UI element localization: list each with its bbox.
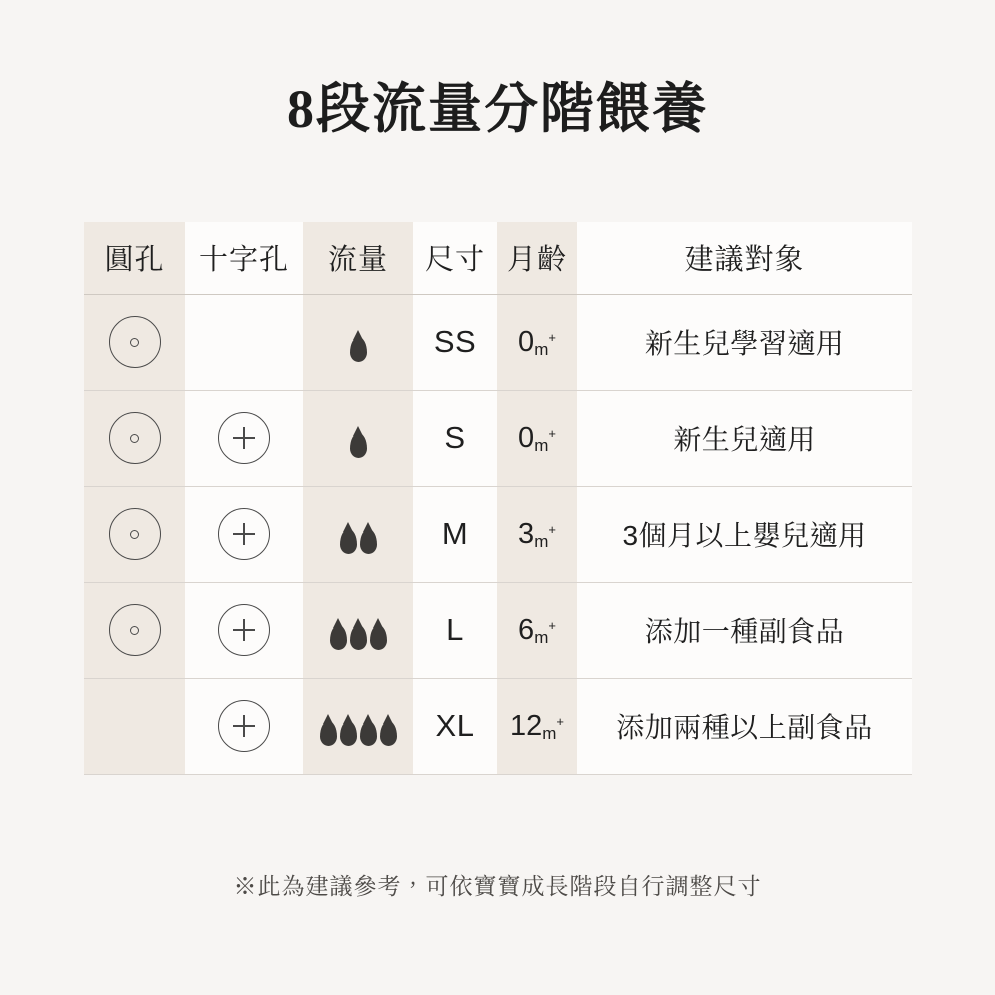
age-superscript: +	[556, 713, 565, 729]
drop-icon	[330, 625, 347, 650]
cell-flow	[303, 486, 413, 582]
header-size: 尺寸	[413, 222, 497, 294]
cell-flow	[303, 390, 413, 486]
plus-icon	[233, 523, 255, 545]
plus-icon	[233, 619, 255, 641]
header-age: 月齡	[497, 222, 577, 294]
cell-age	[497, 678, 577, 774]
cell-size	[413, 294, 497, 390]
cross-hole-icon	[218, 604, 270, 656]
plus-icon	[233, 715, 255, 737]
hole-dot-icon	[130, 338, 139, 347]
header-target: 建議對象	[577, 222, 912, 294]
cell-target: 3個月以上嬰兒適用	[577, 486, 912, 582]
cell-age	[497, 582, 577, 678]
age-superscript: +	[548, 521, 556, 537]
cell-target: 添加一種副食品	[577, 582, 912, 678]
flow-drops	[303, 514, 413, 554]
cell-cross-hole	[185, 390, 303, 486]
age-superscript: +	[548, 425, 556, 441]
size-label: L	[446, 612, 464, 647]
round-hole-icon	[109, 316, 161, 368]
hole-dot-icon	[130, 434, 139, 443]
drop-icon	[350, 625, 367, 650]
age-label: 3m+	[518, 517, 556, 551]
cell-age	[497, 294, 577, 390]
cell-flow	[303, 582, 413, 678]
drop-icon	[320, 721, 337, 746]
drop-icon	[360, 529, 377, 554]
table-row	[84, 294, 912, 390]
age-label: 6m+	[518, 613, 556, 647]
cell-target: 新生兒適用	[577, 390, 912, 486]
table-row	[84, 486, 912, 582]
page-title: 8段流量分階餵養	[287, 79, 708, 139]
cell-cross-hole	[185, 678, 303, 774]
cross-hole-icon	[218, 412, 270, 464]
drop-icon	[350, 433, 367, 458]
drop-icon	[370, 625, 387, 650]
flow-drops	[303, 418, 413, 458]
cell-flow	[303, 294, 413, 390]
cell-target: 添加兩種以上副食品	[577, 678, 912, 774]
age-label: 12m+	[509, 709, 565, 743]
round-hole-icon	[109, 508, 161, 560]
footnote: ※此為建議參考，可依寶寶成長階段自行調整尺寸	[233, 873, 762, 899]
hole-dot-icon	[130, 626, 139, 635]
hole-dot-icon	[130, 530, 139, 539]
cell-cross-hole	[185, 486, 303, 582]
cross-hole-icon	[218, 700, 270, 752]
cell-round-hole	[84, 678, 185, 774]
cell-size	[413, 678, 497, 774]
age-label: 0m+	[518, 325, 556, 359]
cross-hole-icon	[218, 508, 270, 560]
drop-icon	[340, 529, 357, 554]
size-label: S	[444, 420, 466, 455]
drop-icon	[360, 721, 377, 746]
cell-size	[413, 486, 497, 582]
round-hole-icon	[109, 412, 161, 464]
flow-table	[84, 222, 912, 775]
flow-table-container	[84, 222, 912, 775]
flow-drops	[303, 610, 413, 650]
cell-size	[413, 390, 497, 486]
cell-cross-hole	[185, 294, 303, 390]
age-unit: m+	[534, 521, 556, 551]
table-header-row	[84, 222, 912, 294]
table-body	[84, 294, 912, 774]
size-label: SS	[433, 324, 477, 359]
round-hole-icon	[109, 604, 161, 656]
size-label: XL	[435, 708, 475, 743]
cell-target: 新生兒學習適用	[577, 294, 912, 390]
cell-cross-hole	[185, 582, 303, 678]
header-round-hole: 圓孔	[84, 222, 185, 294]
cell-size	[413, 582, 497, 678]
age-superscript: +	[548, 329, 556, 345]
age-unit: m+	[534, 617, 556, 647]
table-row	[84, 390, 912, 486]
table-row	[84, 678, 912, 774]
header-cross-hole: 十字孔	[185, 222, 303, 294]
cell-round-hole	[84, 582, 185, 678]
flow-drops	[303, 322, 413, 362]
age-unit: m+	[534, 425, 556, 455]
age-superscript: +	[548, 617, 556, 633]
cell-flow	[303, 678, 413, 774]
cell-round-hole	[84, 294, 185, 390]
plus-icon	[233, 427, 255, 449]
cell-round-hole	[84, 486, 185, 582]
drop-icon	[340, 721, 357, 746]
table-row	[84, 582, 912, 678]
drop-icon	[380, 721, 397, 746]
cell-round-hole	[84, 390, 185, 486]
header-flow: 流量	[303, 222, 413, 294]
age-unit: m+	[534, 329, 556, 359]
drop-icon	[350, 337, 367, 362]
size-label: M	[441, 516, 469, 551]
age-label: 0m+	[518, 421, 556, 455]
flow-drops	[303, 706, 413, 746]
cell-age	[497, 390, 577, 486]
cell-age	[497, 486, 577, 582]
age-unit: m+	[542, 713, 565, 743]
